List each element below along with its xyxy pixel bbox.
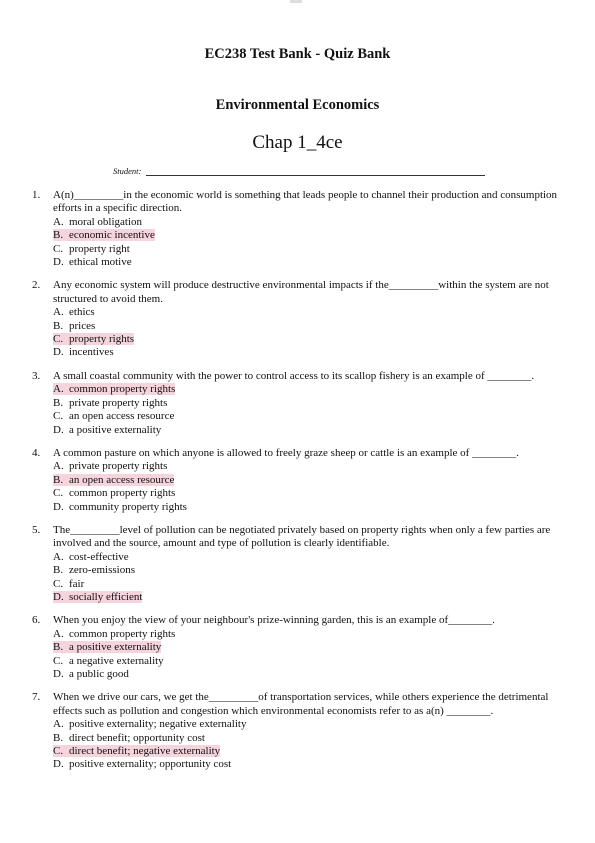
option-text: ethical motive xyxy=(69,256,132,269)
question-number: 1. xyxy=(32,189,41,201)
option-text: a public good xyxy=(69,668,129,680)
question-list xyxy=(0,189,595,782)
answer-option[interactable] xyxy=(53,564,563,577)
answer-option[interactable] xyxy=(53,410,563,423)
option-text: community property rights xyxy=(69,500,187,513)
answer-option[interactable] xyxy=(53,346,563,359)
answer-option-content xyxy=(53,732,205,744)
question-text: The_________level of pollution can be negotiated privately based on property rights when only a few parties are involved and the source, amount and type of pollution is clearly identifiable. xyxy=(53,523,551,550)
option-letter: D. xyxy=(53,758,64,771)
answer-option[interactable] xyxy=(53,424,563,437)
option-text: incentives xyxy=(69,346,114,359)
answer-option[interactable] xyxy=(53,551,563,564)
option-letter: A. xyxy=(53,215,64,228)
answer-option-content xyxy=(53,320,95,332)
question-number: 6. xyxy=(32,614,41,627)
option-text: common property rights xyxy=(69,487,176,500)
option-text: private property rights xyxy=(69,396,168,409)
answer-option-content xyxy=(53,564,135,576)
subject-title: Environmental Economics xyxy=(215,97,380,113)
answer-option[interactable] xyxy=(53,655,563,668)
option-letter: A. xyxy=(53,306,64,319)
question-number: 2. xyxy=(32,279,41,292)
course-title: EC238 Test Bank - Quiz Bank xyxy=(204,46,391,62)
option-letter: B. xyxy=(53,564,64,577)
option-letter: A. xyxy=(53,550,64,563)
option-letter: A. xyxy=(53,460,64,473)
option-letter: B. xyxy=(53,731,64,744)
option-text: a positive externality xyxy=(69,641,162,654)
answer-option[interactable] xyxy=(53,397,563,410)
option-text: a negative externality xyxy=(69,654,164,667)
option-letter: B. xyxy=(53,229,64,242)
option-letter: A. xyxy=(53,718,64,731)
question-item xyxy=(0,524,595,604)
question-item xyxy=(0,279,595,359)
answer-option-content xyxy=(53,229,155,241)
option-letter: D. xyxy=(53,590,64,603)
question-item xyxy=(0,614,595,681)
answer-option[interactable] xyxy=(53,758,563,771)
answer-option-content xyxy=(53,628,175,640)
question-item xyxy=(0,447,595,514)
option-text: positive externality; opportunity cost xyxy=(69,758,232,771)
option-text: common property rights xyxy=(69,627,176,640)
question-item xyxy=(0,370,595,437)
option-text: direct benefit; negative externality xyxy=(69,745,221,758)
question-item xyxy=(0,189,595,269)
question-body xyxy=(53,370,563,437)
option-letter: B. xyxy=(53,641,64,654)
option-letter: B. xyxy=(53,473,64,486)
student-name-line[interactable] xyxy=(146,175,485,176)
option-letter: C. xyxy=(53,410,64,423)
option-text: prices xyxy=(69,319,96,332)
option-text: property right xyxy=(69,242,130,255)
question-body xyxy=(53,614,563,681)
answer-option-highlighted[interactable] xyxy=(53,333,563,346)
option-text: positive externality; negative externality xyxy=(69,718,247,731)
option-text: a positive externality xyxy=(69,423,162,436)
question-body xyxy=(53,279,563,359)
question-body xyxy=(53,447,563,514)
chapter-title: Chap 1_4ce xyxy=(252,132,343,153)
answer-option[interactable] xyxy=(53,501,563,514)
answer-option-content xyxy=(53,641,161,653)
answer-option[interactable] xyxy=(53,718,563,731)
option-text: private property rights xyxy=(69,460,168,473)
answer-option[interactable] xyxy=(53,668,563,681)
option-letter: C. xyxy=(53,654,64,667)
question-body xyxy=(53,524,563,604)
answer-option-content xyxy=(53,718,246,730)
answer-option[interactable] xyxy=(53,306,563,319)
answer-option-content xyxy=(53,474,174,486)
answer-option-highlighted[interactable] xyxy=(53,229,563,242)
option-letter: B. xyxy=(53,319,64,332)
option-letter: C. xyxy=(53,242,64,255)
answer-option-highlighted[interactable] xyxy=(53,474,563,487)
question-text: A(n)_________in the economic world is something that leads people to channel their production and consumption efforts in a specific direction. xyxy=(53,189,558,215)
answer-option-content xyxy=(53,424,161,436)
answer-option-content xyxy=(53,460,167,472)
option-text: moral obligation xyxy=(69,215,143,228)
question-number: 3. xyxy=(32,369,41,382)
question-body xyxy=(53,189,563,269)
question-text: A small coastal community with the power to control access to its scallop fishery is an example of ________. xyxy=(53,369,535,382)
answer-option-content xyxy=(53,256,132,268)
answer-option-content xyxy=(53,216,142,228)
option-letter: C. xyxy=(53,487,64,500)
answer-option[interactable] xyxy=(53,578,563,591)
question-number: 7. xyxy=(32,691,41,704)
answer-option-highlighted[interactable] xyxy=(53,383,563,396)
option-letter: A. xyxy=(53,383,64,396)
answer-option-content xyxy=(53,346,114,358)
answer-option-content xyxy=(53,410,174,422)
answer-option-content xyxy=(53,243,130,255)
question-item xyxy=(0,691,595,771)
question-text: A common pasture on which anyone is allowed to freely graze sheep or cattle is an example of ________. xyxy=(53,446,519,459)
answer-option[interactable] xyxy=(53,256,563,269)
answer-option-content xyxy=(53,397,167,409)
answer-option-content xyxy=(53,591,142,603)
option-letter: D. xyxy=(53,668,64,680)
answer-option-content xyxy=(53,578,84,590)
option-letter: D. xyxy=(53,423,64,436)
answer-option[interactable] xyxy=(53,243,563,256)
answer-option-highlighted[interactable] xyxy=(53,745,563,758)
option-text: cost-effective xyxy=(69,550,129,563)
option-letter: D. xyxy=(53,346,64,359)
answer-option-content xyxy=(53,383,175,395)
option-letter: D. xyxy=(53,256,64,269)
answer-option-content xyxy=(53,306,95,318)
option-text: common property rights xyxy=(69,383,176,396)
option-text: zero-emissions xyxy=(69,564,135,577)
option-letter: B. xyxy=(53,396,64,409)
question-text: Any economic system will produce destructive environmental impacts if the_________within the system are not structured to avoid them. xyxy=(53,279,549,305)
answer-option[interactable] xyxy=(53,216,563,229)
option-letter: D. xyxy=(53,500,64,513)
question-text: When you enjoy the view of your neighbour's prize-winning garden, this is an example of________. xyxy=(53,614,495,627)
answer-option[interactable] xyxy=(53,487,563,500)
answer-option-content xyxy=(53,668,129,680)
question-number: 5. xyxy=(32,523,41,536)
answer-option[interactable] xyxy=(53,320,563,333)
option-text: economic incentive xyxy=(69,229,155,242)
option-letter: A. xyxy=(53,627,64,640)
option-text: fair xyxy=(69,577,85,590)
option-letter: C. xyxy=(53,745,64,758)
option-text: an open access resource xyxy=(69,410,175,423)
student-label: Student: xyxy=(113,166,142,176)
option-letter: C. xyxy=(53,577,64,590)
answer-option[interactable] xyxy=(53,628,563,641)
option-text: property rights xyxy=(69,333,135,346)
answer-option-content xyxy=(53,758,231,770)
page-top-mark xyxy=(290,0,302,3)
answer-option[interactable] xyxy=(53,732,563,745)
answer-option-content xyxy=(53,501,187,513)
option-text: an open access resource xyxy=(69,473,175,486)
answer-option-content xyxy=(53,487,175,499)
option-text: direct benefit; opportunity cost xyxy=(69,731,205,744)
answer-option-content xyxy=(53,655,164,667)
answer-option-content xyxy=(53,551,129,563)
option-text: ethics xyxy=(69,306,95,319)
answer-option-highlighted[interactable] xyxy=(53,591,563,604)
answer-option-content xyxy=(53,745,220,757)
question-number: 4. xyxy=(32,446,41,459)
answer-option-highlighted[interactable] xyxy=(53,641,563,654)
question-text: When we drive our cars, we get the_________of transportation services, while others experience the detrimental effects such as pollution and congestion which environmental economists refer to as a(n) ________. xyxy=(53,691,549,717)
option-letter: C. xyxy=(53,333,64,346)
answer-option[interactable] xyxy=(53,460,563,473)
option-text: socially efficient xyxy=(69,590,143,603)
answer-option-content xyxy=(53,333,134,345)
question-body xyxy=(53,691,563,771)
